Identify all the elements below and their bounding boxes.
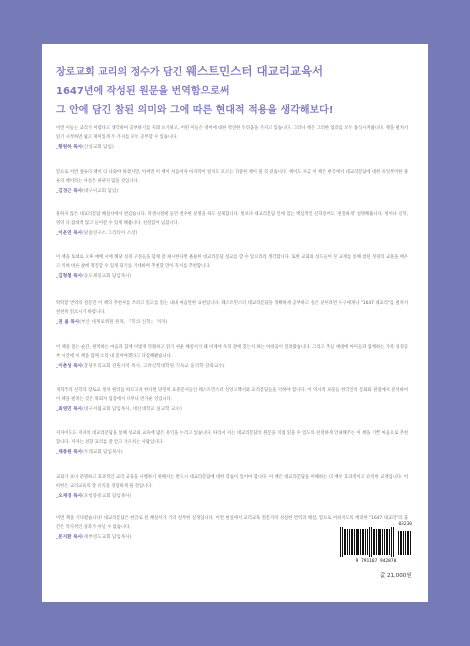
endorsement-text: 앞으로 이번 종류의 책이 더 나와야 하겠지만, 어쩌면 이 책이 처음이자 마지막이 될지도 모르는 귀중한 책이 될 것 같습니다. 책어도 지금 이 책은 한국에서 대교리문답에 대한 유일무이한 종류의 책이라는 사실은 바뀌지 않을 것입니다. xyxy=(56,170,408,184)
book-title-highlight: 웨스트민스터 대교리교육서 xyxy=(185,64,324,78)
endorser-affiliation: (세부영도교회 담임목사) xyxy=(82,535,132,541)
endorsement xyxy=(56,169,408,196)
barcode-bars xyxy=(338,527,414,561)
endorsement xyxy=(56,254,408,281)
headline xyxy=(56,62,396,120)
endorser xyxy=(56,273,408,281)
isbn-barcode xyxy=(338,522,414,564)
endorser-affiliation: (송도제일교회 담임목사) xyxy=(82,274,132,280)
endorser-name: _채충원 목사 xyxy=(56,450,83,456)
endorser xyxy=(56,188,408,196)
endorser xyxy=(56,406,408,414)
endorser-name: _김경근 목사 xyxy=(56,189,83,195)
endorser-name: _권 율 목사 xyxy=(56,320,80,326)
endorsement-text: 이번 책을 기다렸습니다! 대교리문답은 한글로 된 해설서가 거의 전무한 실정입니다. 이번 현실에서 교리교육 전문가의 성실한 번역과 해설, 앞으로 어쉬지도록 배려한 "1647 대교리"의 출간은 역사적인 성과가 아닐 수 없습니다. xyxy=(56,516,408,530)
headline-line-1 xyxy=(56,62,396,82)
endorser-affiliation: (대구서월교회 담임목사, 대신대학교 실교학 교수) xyxy=(82,407,182,413)
endorsement xyxy=(56,474,408,501)
headline-line-3: 그 안에 담긴 참된 의미와 그에 따른 현대적 적용을 생각해보다! xyxy=(56,105,334,116)
endorser-name: _황원하 목사 xyxy=(56,145,83,151)
endorsement-text: 이번 이들는 교리가 어렵다고 생각하여 공부하기를 지레 포기하고, 어떤 이들은 영어에 대한 막연한 두려움을 가지고 있습니다. 그러나 책은 그러한 염려를 모두 불식시켜줍니다. 책을 펼쳐서 읽기 시작하면 쉽고 재미있게 두 가지를 모두 공부할 수 있습니다. xyxy=(56,126,408,140)
endorsement-text: 개혁주의 신학과 장로교 정치 원리를 따르고자 한다면 당연히 표준문서들인 웨스트민스터 신앙고백서와 교리문답들을 익혀야 합니다. 이 역사적 보물들 한국인의 문화와 관점에서 분석하여 이 책을 펼치는 것은 목회자 입장에서 너무나 반가운 일입니다. xyxy=(56,388,408,402)
price-label: 값 21,000원 xyxy=(380,573,412,579)
endorser xyxy=(56,493,408,501)
isbn-digits: 9 791187 942870 xyxy=(355,559,397,564)
endorsement-text: 저자이도도 저자의 대교리문답을 통해 성교와 교육에 많은 유익을 누리고 있습니다. 따라서 저는 대교리문답의 원문을 직접 읽을 수 있도록 친절하게 안내해주는 이 책을 기쁜 마음으로 추천합니다. 저자는 성향 교리를 잘 알고 가르치는 사람입니다. xyxy=(56,431,408,445)
barcode-addon-number: 03230 xyxy=(398,522,412,527)
endorser xyxy=(56,363,408,371)
endorser-name: _오재경 목사 xyxy=(56,494,83,500)
endorser-affiliation: (말씀연구소 그리티아 소장) xyxy=(82,231,138,237)
endorsement-text: 이 책을 토대로 오후 예배 시에 해당 성경 구절들을 함께 잘 제시한다면 훌륭한 대교리문답 설교를 할 수 있으리라 생각합니다. 또한 교회와 성도들이 본 교재를 통해 참된 성경의 교훈을 배우고 익혀 바른 삶에 정진할 수 있게 되기를 기대하며 추천할 만이 꼭서를 추천합니다. xyxy=(56,255,408,269)
endorser-name: _이운연 목사 xyxy=(56,231,83,237)
endorsement xyxy=(56,211,408,238)
endorser-name: _이춘성 목사 xyxy=(56,364,83,370)
endorser-affiliation: (산성교회 담임) xyxy=(82,145,114,151)
headline-prefix: 장로교회 교리의 정수가 담긴 xyxy=(56,67,186,78)
endorser-affiliation: (봉당우리교회 전원사역 목사, 고려신학대학원 기독교 윤리학 강좌교수) xyxy=(82,364,225,370)
endorser xyxy=(56,230,408,238)
endorser-affiliation: (두레교회 담임목사) xyxy=(82,450,123,456)
endorsement xyxy=(56,344,408,371)
endorser-affiliation: (부산 세계로병원 원목, 『복의 신학』 저자) xyxy=(79,320,168,326)
endorsement xyxy=(56,125,408,152)
endorser-name: _최영민 목사 xyxy=(56,407,83,413)
endorsement xyxy=(56,387,408,414)
endorser-affiliation: (대구이교회 담임) xyxy=(82,189,119,195)
endorser-name: _김형철 목사 xyxy=(56,274,83,280)
endorsement-text: 이 책을 읽는 순간, 편역하는 마음과 함께 이렇게 탁월하고 읽기 쉬운 해설서가 왜 이제야 우리 곁에 찾는지 하는 아쉬움이 밀려왔습니다. 그리고 추심 세대에 아이들과 함께하는 가족 성경공부 시간에 이 책을 함께 소리 내 읽어야겠다고 다짐해봤습니다. xyxy=(56,345,408,359)
headline-line-2: 1647년에 작성된 원문을 번역함으로써 xyxy=(56,86,230,97)
endorser xyxy=(56,449,408,457)
endorser-affiliation: (포항중흥교회 담임목사) xyxy=(82,494,132,500)
endorser xyxy=(56,144,408,152)
endorsement-text: 흔하지 않은 대교리문답 해설서에서 반갑습니다. 학생시절에 듣던 전수한 분명을 하도 실제합니다. 빛보다 대교리문답 안에 있는 핵심적인 신학용어도 '친절하게' 설명해줍니다. 영어나 신학, 영역 다 잡대적 않고 들어갈 수 있게 해줍니다. 친절함이 넘칩니다. xyxy=(56,212,408,226)
endorsement-text: 교회가 보다 분명하고 효과적인 교리 교육을 시행하기 위해서는 반드시 대교리문답에 대한 학습이 있어야 합니다. 이 책은 대교리문답을 이해하는 더 배우 효과적이고 유익한 교재입니다. 어떠한은 교리교육의 장 유익을 경험하게 될 것입니다. xyxy=(56,475,408,489)
endorser-name: _문지환 목사 xyxy=(56,535,83,541)
endorsement-text: 딱딱할 번역의 질문만 이 책의 추천사를 쓰려고 읽고를 읽는 내내 마음만한 표현입니다. 웨스트민스터 대교리문답을 정확하게 공부하고 싶은 분이라면 누구에게나 "1647 대교리"를 펼쳐서 천천히 읽으시기 바랍니다. xyxy=(56,301,408,315)
endorsement xyxy=(56,300,408,327)
endorsement xyxy=(56,430,408,457)
endorser xyxy=(56,319,408,327)
